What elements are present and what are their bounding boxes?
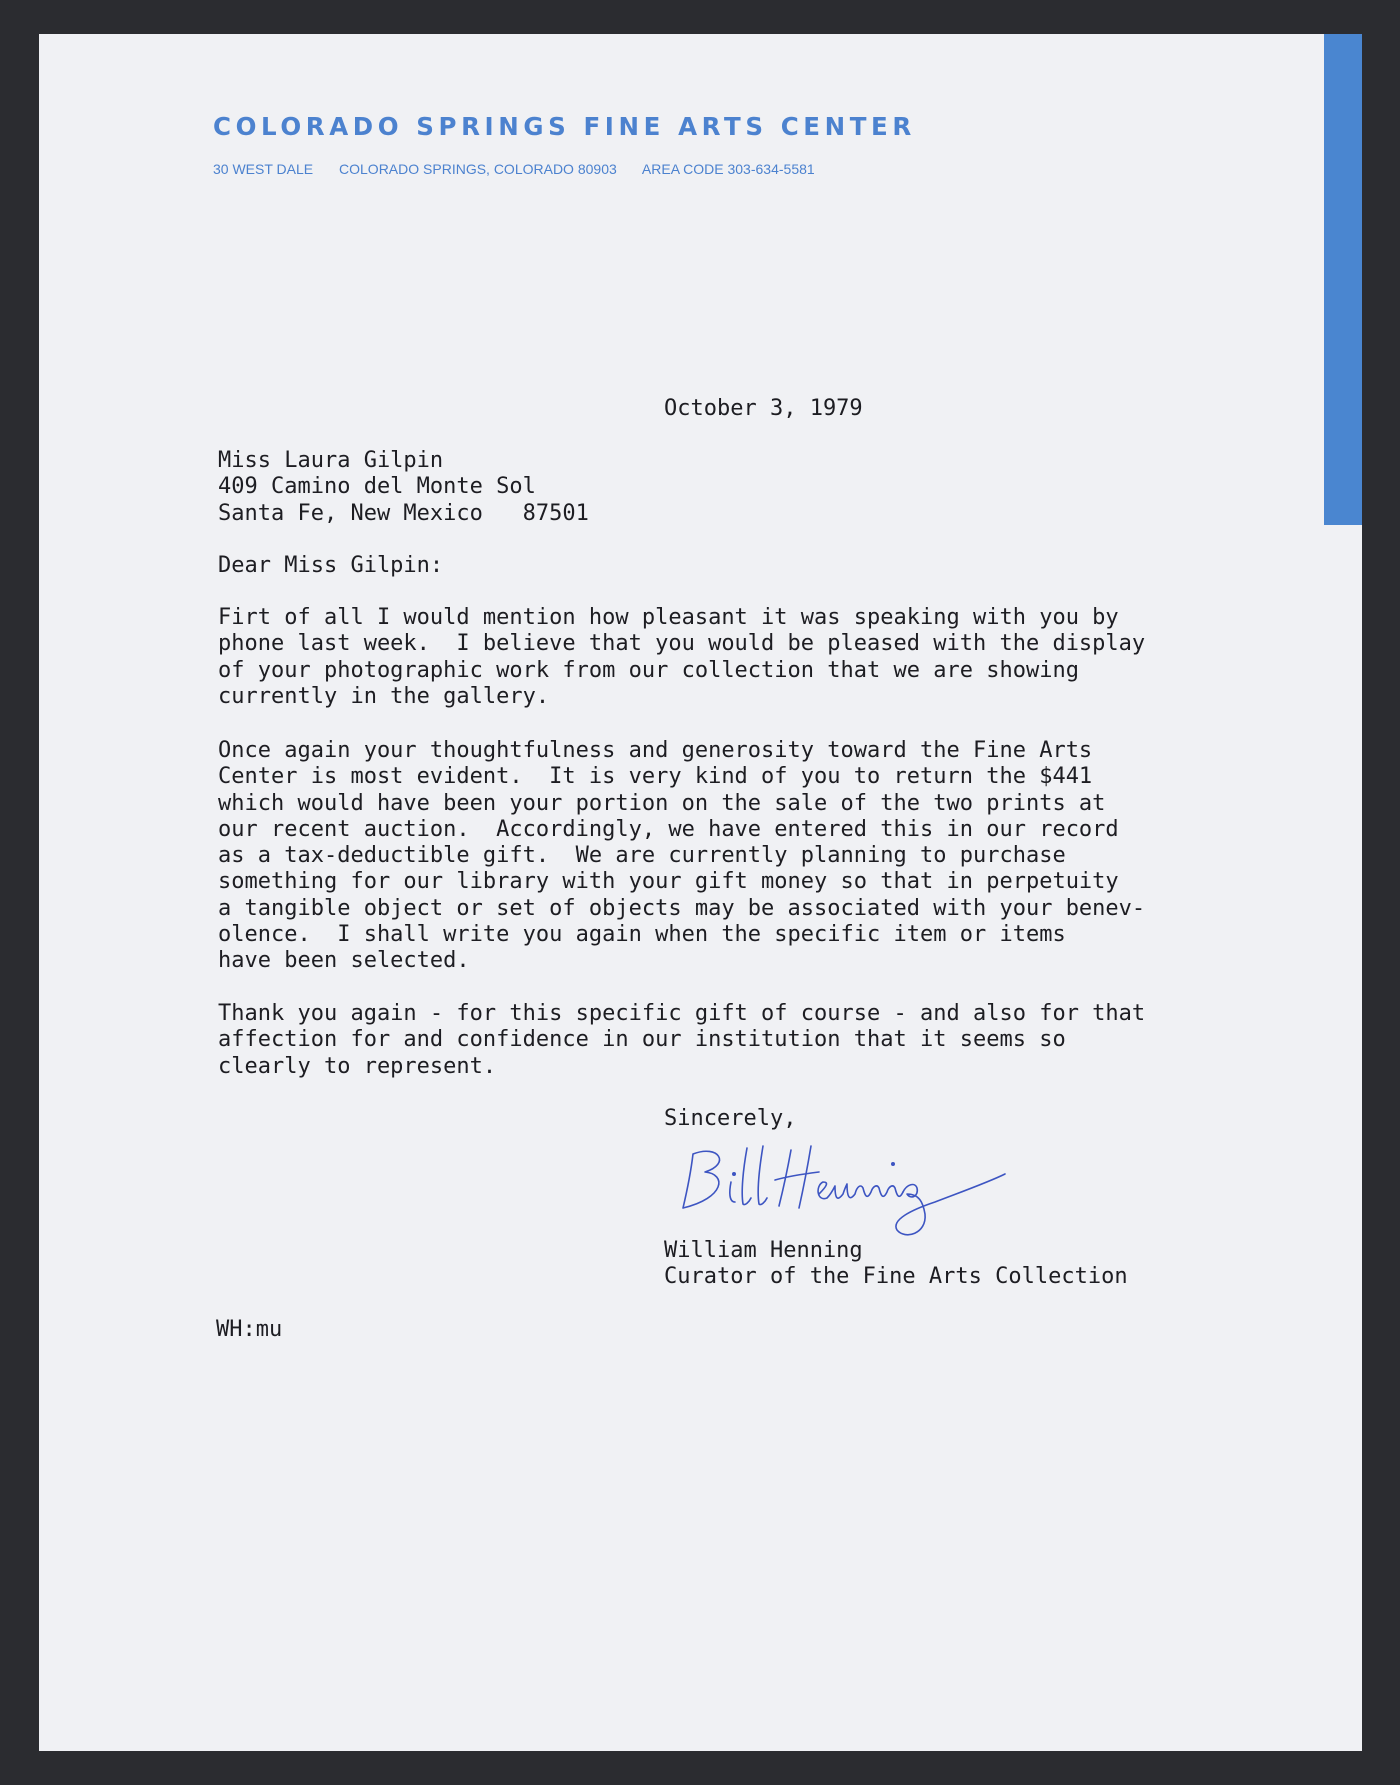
signer-title: Curator of the Fine Arts Collection	[664, 1264, 1128, 1289]
body-line: olence. I shall write you again when the specific item or items	[218, 922, 1066, 948]
signer-name: William Henning	[664, 1238, 863, 1263]
recipient-line: 409 Camino del Monte Sol	[218, 474, 536, 500]
letterhead-city: COLORADO SPRINGS, COLORADO 80903	[339, 161, 617, 177]
reference-initials: WH:mu	[216, 1317, 283, 1342]
body-line: something for our library with your gift money so that in perpetuity	[218, 869, 1119, 895]
body-line: Thank you again - for this specific gift of course - and also for that	[218, 1001, 1146, 1026]
body-line: of your photographic work from our collection that we are showing	[218, 657, 1079, 683]
body-line: currently in the gallery.	[218, 683, 550, 709]
closing: Sincerely,	[664, 1106, 797, 1131]
body-line: clearly to represent.	[218, 1053, 497, 1079]
handwritten-signature	[679, 1136, 1079, 1246]
body-paragraph-3	[218, 1001, 1145, 1080]
recipient-block	[218, 448, 589, 527]
body-line: our recent auction. Accordingly, we have entered this in our record	[218, 816, 1119, 842]
body-line: Center is most evident. It is very kind of you to return the $441	[218, 764, 1093, 790]
letterhead-title: COLORADO SPRINGS FINE ARTS CENTER	[213, 112, 916, 141]
body-paragraph-2	[218, 738, 1145, 975]
blue-edge-tab	[1324, 34, 1362, 525]
recipient-line: Miss Laura Gilpin	[218, 448, 444, 473]
salutation: Dear Miss Gilpin:	[218, 553, 444, 578]
body-line: have been selected.	[218, 948, 470, 974]
recipient-line: Santa Fe, New Mexico 87501	[218, 500, 589, 526]
letter-page	[39, 34, 1362, 1751]
letterhead-street: 30 WEST DALE	[213, 161, 314, 177]
body-line: affection for and confidence in our institution that it seems so	[218, 1027, 1066, 1053]
body-line: Once again your thoughtfulness and generosity toward the Fine Arts	[218, 738, 1093, 763]
body-line: Firt of all I would mention how pleasant it was speaking with you by	[218, 605, 1119, 630]
letter-date: October 3, 1979	[664, 396, 863, 421]
body-line: phone last week. I believe that you would be pleased with the display	[218, 631, 1146, 657]
body-paragraph-1	[218, 605, 1145, 710]
body-line: a tangible object or set of objects may be associated with your benev-	[218, 895, 1146, 921]
letterhead-phone: AREA CODE 303-634-5581	[641, 161, 815, 177]
body-line: which would have been your portion on the sale of the two prints at	[218, 790, 1106, 816]
body-line: as a tax-deductible gift. We are currently planning to purchase	[218, 843, 1066, 869]
letterhead-address	[213, 161, 837, 177]
